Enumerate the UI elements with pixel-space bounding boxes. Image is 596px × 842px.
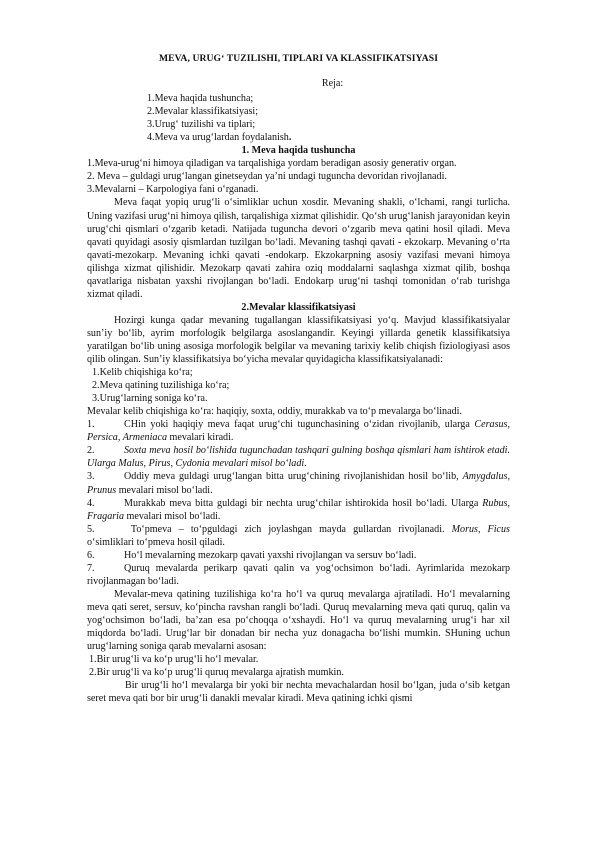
fruit-type-item (87, 562, 510, 588)
plan-item: 3.Urug‘ tuzilishi va tiplari; (147, 119, 256, 131)
item-number: 1. (87, 419, 95, 431)
item-latin-names: Morus, Ficus (451, 523, 510, 535)
fruit-type-item (87, 497, 510, 523)
body-paragraph: Hozirgi kunga qadar mevaning tugallangan klassifikatsiyasi yo‘q. Mavjud klassifikatsiyalar sun’iy bo‘lib, ayrim morfologik belgilarga asoslangandir. Keyingi yillarda genetik klassifikatsiya yaratilgan bo‘lib uning asosiga morfologik belgilar va mevaning tarixiy kelib chiqish fiziologiyasi asos qilib olingan. Sun’iy klassifikatsiya bo‘yicha mevalar quyidagicha klassifikatsiyalanadi: (87, 314, 510, 366)
item-text: CHin yoki haqiqiy meva faqat urug‘chi tugunchasining o‘zidan rivojlanib, ularga (124, 419, 475, 431)
origin-intro: Mevalar kelib chiqishiga ko‘ra: haqiqiy, soxta, oddiy, murakkab va to‘p mevalarga bo‘linadi. (87, 406, 462, 418)
definition-line: 1.Meva-urug‘ni himoya qiladigan va tarqalishiga yordam beradigan asosiy generativ organ. (87, 158, 457, 170)
page-title: MEVA, URUG‘ TUZILISHI, TIPLARI VA KLASSIFIKATSIYASI (158, 53, 439, 64)
fruit-type-item (87, 418, 510, 444)
item-number: 4. (87, 497, 95, 509)
plan-item: 1.Meva haqida tushuncha; (147, 93, 254, 105)
item-text: Murakkab meva bitta guldagi bir nechta urug‘chilar ishtirokida hosil bo‘ladi. Ularga (124, 497, 483, 509)
criteria-item: 1.Kelib chiqishiga ko‘ra; (92, 367, 193, 379)
item-latin-names: Cerasus, Persica, Armeniaca (87, 419, 510, 444)
definition-line: 3.Mevalarni – Karpologiya fani o‘rganadi. (87, 184, 259, 196)
item-number: 2. (87, 445, 95, 457)
item-latin-names: Amygdalus, Prunus (87, 471, 510, 496)
criteria-item: 2.Meva qatining tuzilishiga ko‘ra; (92, 380, 230, 392)
fruit-type-item (87, 549, 510, 562)
item-text: Oddiy meva guldagi urug‘langan bitta urug‘chining rivojlanishidan hosil bo‘lib, (124, 471, 463, 483)
item-text: Ho‘l mevalarning mezokarp qavati yaxshi rivojlangan va sersuv bo‘ladi. (124, 549, 417, 561)
body-paragraph: Bir urug‘li ho‘l mevalarga bir yoki bir nechta mevachalardan hosil bo‘lgan, juda o‘sib ketgan seret meva qati bor bir urug‘li danakli mevalar kiradi. Meva qatining ichki qismi (87, 680, 510, 705)
body-paragraph: Meva faqat yopiq urug‘li o‘simliklar uchun xosdir. Mevaning shakli, o‘lchami, rangi turlicha. Uning vazifasi urug‘ni himoya qilish, tarqalishiga xizmat qilishidir. Qo‘sh urug‘lanish jarayonidan keyin urug‘chi qismlari o‘zgarib ketadi. Natijada tuguncha devori o‘zgarib meva qatini hosil qiladi. Meva qavati quyidagi asosiy qismlardan tuzilgan bo‘ladi. Mevaning tashqi qavati - ekzokarp. Mevaning o‘rta qavati-mezokarp. Mevaning ichki qavati -endokarp. Ekzokarpning asosiy vazifasi mevani himoya qilishga xizmat qilishidir. Mezokarp qavati zahira oziq moddalarni saqlashga xizmat qilib, boshqa qavatlariga nisbatan yaxshi rivojlangan bo‘ladi. Endokarp urug‘ni tashqi tomonidan o‘rab turishga xizmat qiladi. (87, 197, 511, 300)
plan-item (147, 131, 510, 144)
item-text-tail: mevalari kiradi. (167, 432, 234, 444)
item-latin-names: Rubus, Fragaria (87, 497, 510, 522)
item-latin-names: Soxta meva hosil bo‘lishida tugunchadan tashqari gulning boshqa qismlari ham ishtirok etadi. Ularga Malus, Pirus, Cydonia mevalari misol bo‘ladi. (87, 445, 510, 470)
plan-label: Reja: (321, 78, 344, 90)
item-text: Quruq mevalarda perikarp qavati qalin va yog‘ochsimon bo‘ladi. Ayrimlarida mezokarp rivojlanmagan bo‘ladi. (87, 562, 510, 587)
plan-item-period: . (288, 132, 292, 144)
item-text-tail: mevalari misol bo‘ladi. (124, 510, 221, 522)
item-text-tail: o‘simliklari to‘pmeva hosil qiladi. (87, 536, 225, 548)
seed-list-item: 1.Bir urug‘li va ko‘p urug‘li ho‘l mevalar. (89, 654, 259, 666)
criteria-item: 3.Urug‘larning soniga ko‘ra. (92, 393, 208, 405)
document-page (87, 52, 510, 705)
item-text-tail: mevalari misol bo‘ladi. (116, 484, 213, 496)
fruit-type-item (87, 523, 510, 549)
section-heading: 2.Mevalar klassifikatsiyasi (241, 301, 356, 313)
body-paragraph: Mevalar-meva qatining tuzilishiga ko‘ra ho‘l va quruq mevalarga ajratiladi. Ho‘l mevalarning meva qati seret, sersuv, ko‘pincha ravshan rangli bo‘ladi. Quruq mevalarning meva qati quruq, qalin va yog‘ochsimon bo‘ladi, ba’zan esa po‘choqqa o‘xshaydi. Ho‘l va quruq mevalarning urug‘i har xil miqdorda bo‘ladi. Urug‘lar bir donadan bir necha yuz donagacha bo‘lishi mumkin. SHuning uchun urug‘larning soniga qarab mevalarni asosan: (87, 588, 510, 653)
item-number: 6. (87, 549, 95, 561)
plan-item: 2.Mevalar klassifikatsiyasi; (147, 106, 259, 118)
item-number: 5. (87, 523, 95, 535)
fruit-type-item (87, 444, 510, 470)
fruit-type-list (87, 418, 510, 588)
fruit-type-item (87, 470, 510, 496)
item-text: To‘pmeva – to‘pguldagi zich joylashgan mayda gullardan rivojlanadi. (124, 523, 452, 535)
item-number: 7. (87, 562, 95, 574)
plan-item-text: 4.Meva va urug‘lardan foydalanish (147, 132, 289, 144)
seed-list-item: 2.Bir urug‘li va ko‘p urug‘li quruq mevalarga ajratish mumkin. (89, 667, 344, 679)
plan-list (147, 92, 510, 144)
section-heading: 1. Meva haqida tushuncha (241, 145, 356, 157)
item-number: 3. (87, 471, 95, 483)
definition-line: 2. Meva – guldagi urug‘langan ginetseydan ya’ni undagi tuguncha devoridan rivojlanadi. (87, 171, 447, 183)
